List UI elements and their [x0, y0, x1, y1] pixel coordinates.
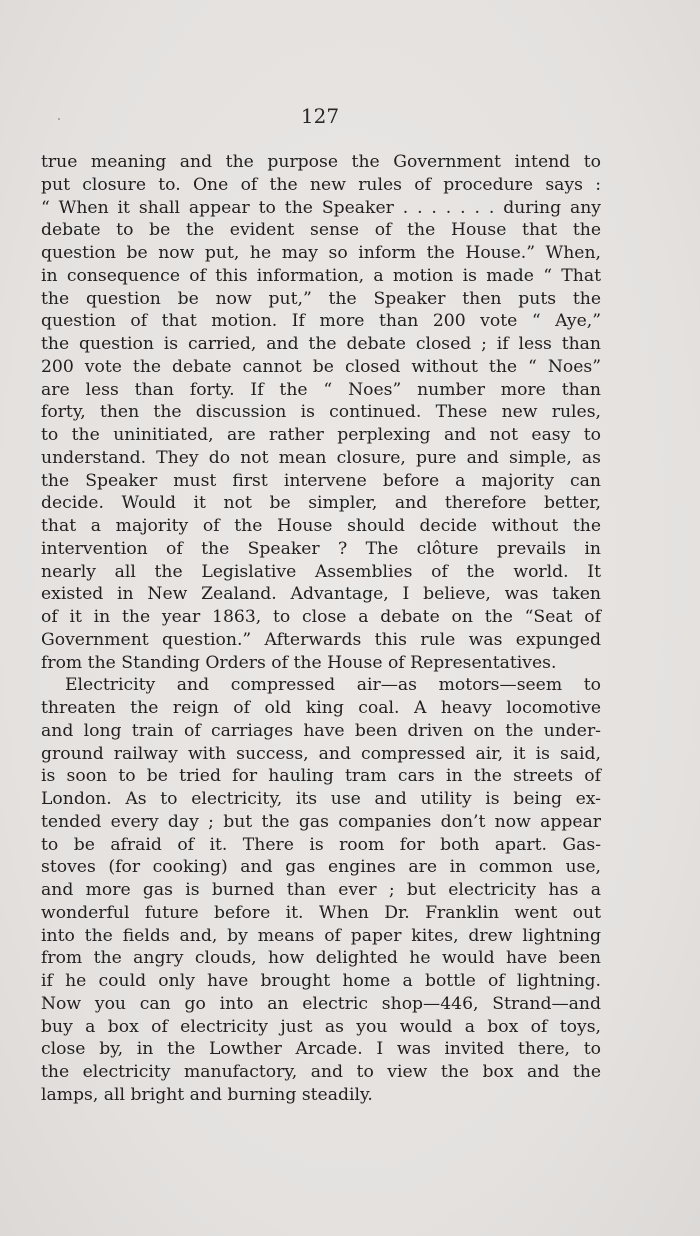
text-line: Government question.” Afterwards this rule was expunged [41, 629, 601, 650]
text-line: 200 vote the debate cannot be closed without the “ Noes” [41, 356, 601, 377]
paper-speck [58, 118, 60, 120]
text-line: put closure to. One of the new rules of procedure says : [41, 174, 601, 195]
text-line: understand. They do not mean closure, pure and simple, as [41, 447, 601, 468]
text-line: and more gas is burned than ever ; but electricity has a [41, 880, 601, 900]
text-line: from the angry clouds, how delighted he would have been [41, 948, 601, 969]
text-line: Now you can go into an electric shop—446, Strand—and [41, 993, 601, 1014]
text-line: debate to be the evident sense of the House that the [41, 220, 601, 241]
text-line: question be now put, he may so inform the House.” When, [41, 243, 601, 263]
text-line: close by, in the Lowther Arcade. I was invited there, to [41, 1039, 601, 1060]
text-line: decide. Would it not be simpler, and therefore better, [41, 493, 601, 514]
text-line: existed in New Zealand. Advantage, I believe, was taken [41, 584, 601, 605]
body-text [41, 151, 601, 1107]
text-line: true meaning and the purpose the Government intend to [41, 152, 601, 172]
text-line: nearly all the Legislative Assemblies of the world. It [41, 561, 601, 582]
text-line: in consequence of this information, a motion is made “ That [41, 265, 601, 286]
text-line: lamps, all bright and burning steadily. [41, 1084, 373, 1105]
text-line: are less than forty. If the “ Noes” number more than [41, 379, 601, 400]
text-line: is soon to be tried for hauling tram cars in the streets of [41, 766, 601, 787]
text-line: question of that motion. If more than 200 vote “ Aye,” [41, 311, 601, 332]
text-line: wonderful future before it. When Dr. Franklin went out [41, 902, 601, 923]
text-line: into the fields and, by means of paper kites, drew lightning [41, 925, 601, 946]
text-line: the electricity manufactory, and to view the box and the [41, 1062, 601, 1082]
text-line: and long train of carriages have been driven on the under- [41, 720, 601, 741]
text-line: threaten the reign of old king coal. A heavy locomotive [41, 698, 601, 718]
text-line: tended every day ; but the gas companies don’t now appear [41, 811, 601, 832]
text-line: intervention of the Speaker ? The clôture prevails in [41, 538, 601, 559]
text-line: that a majority of the House should decide without the [41, 516, 601, 536]
text-line: if he could only have brought home a bottle of lightning. [41, 971, 601, 991]
text-line: the question be now put,” the Speaker then puts the [41, 288, 601, 309]
text-line: from the Standing Orders of the House of Representatives. [41, 652, 557, 673]
text-line: to the uninitiated, are rather perplexing and not easy to [41, 425, 601, 445]
page-number: 127 [300, 104, 340, 128]
text-line: the question is carried, and the debate closed ; if less than [41, 334, 601, 354]
paragraph-start-line: Electricity and compressed air—as motors—seem to [65, 675, 601, 696]
text-line: forty, then the discussion is continued. These new rules, [41, 402, 601, 423]
text-line: buy a box of electricity just as you would a box of toys, [41, 1016, 601, 1037]
text-line: the Speaker must first intervene before a majority can [41, 470, 601, 491]
text-line: to be afraid of it. There is room for both apart. Gas- [41, 834, 601, 855]
text-line: of it in the year 1863, to close a debate on the “Seat of [41, 607, 601, 627]
text-line: “ When it shall appear to the Speaker . . . . . . . during any [41, 197, 601, 218]
text-line: ground railway with success, and compressed air, it is said, [41, 743, 601, 764]
text-line: stoves (for cooking) and gas engines are in common use, [41, 857, 601, 878]
text-line: London. As to electricity, its use and utility is being ex- [41, 789, 601, 809]
